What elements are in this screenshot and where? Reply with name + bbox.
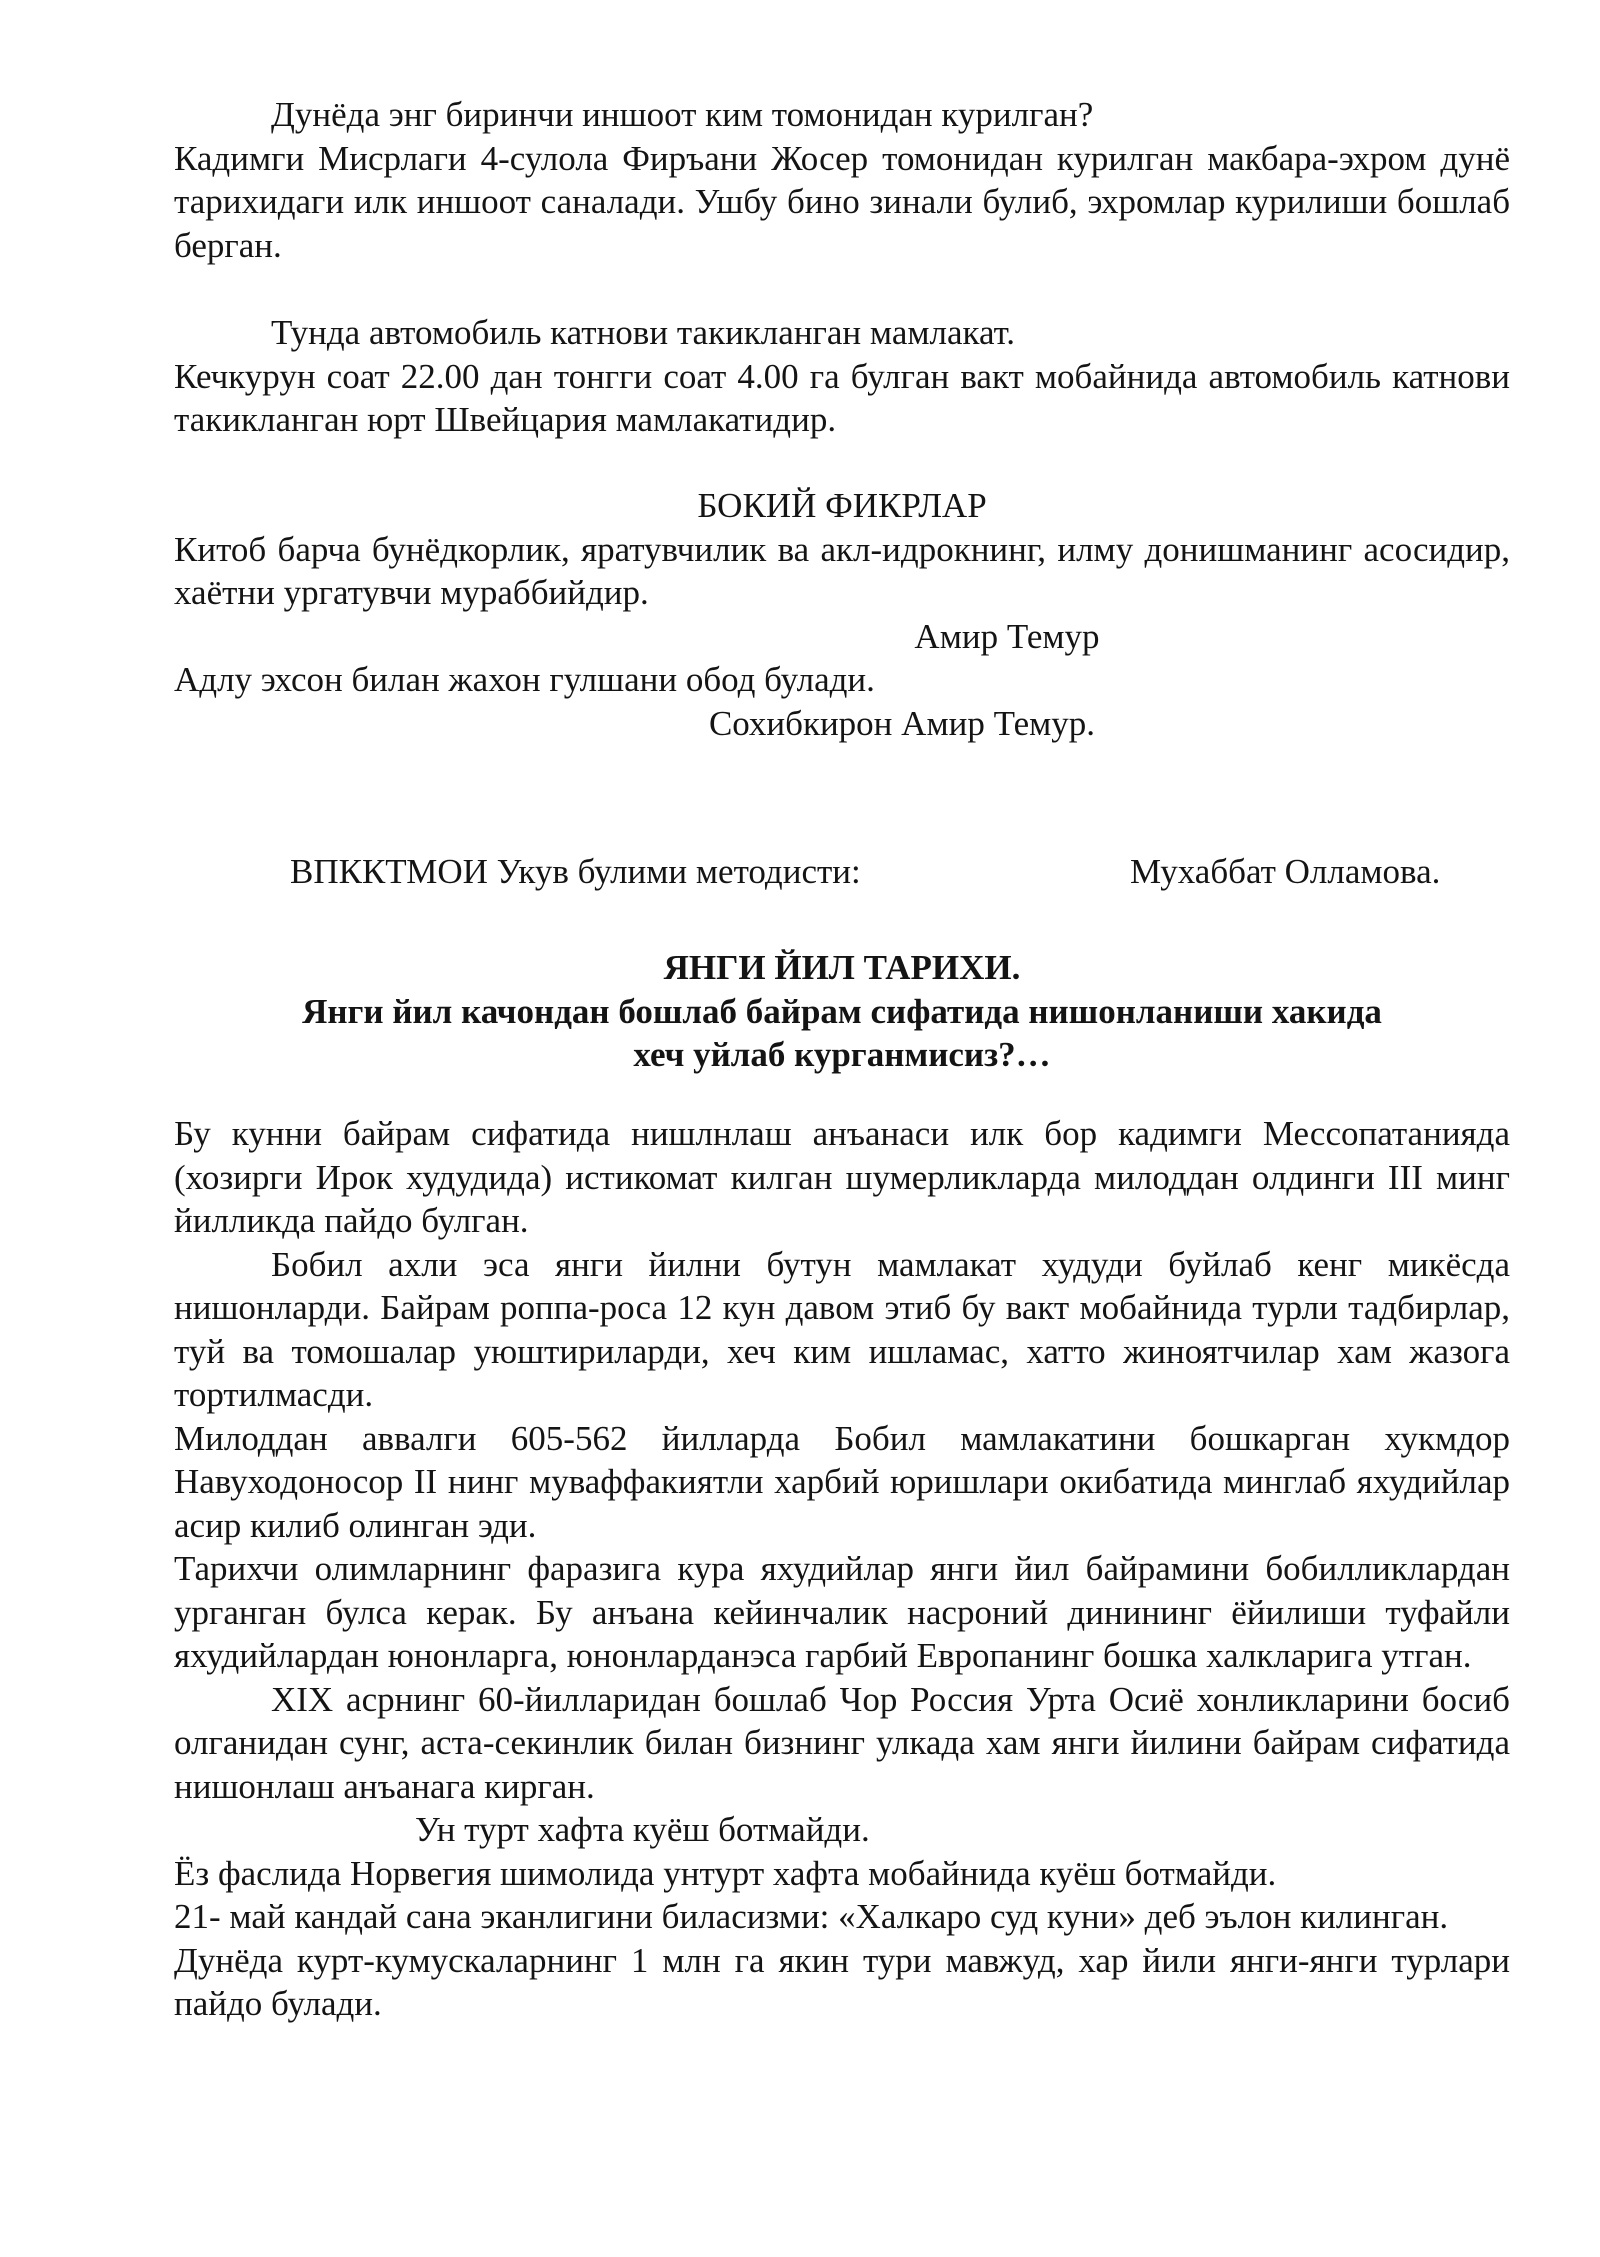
article-paragraph: Бу кунни байрам сифатида нишлнлаш анъанаси илк бор кадимги Мессопатанияда (хозирги Ирок худудида) истикомат килган шумерликларда милоддан олдинги III минг йилликда пайдо булган. <box>174 1114 1510 1240</box>
facts-heading: Ун турт хафта куёш ботмайди. <box>415 1810 870 1849</box>
article-subtitle: хеч уйлаб курганмисиз?… <box>633 1035 1051 1074</box>
fact-paragraph: Ёз фаслида Норвегия шимолида унтурт хафта мобайнида куёш ботмайди. <box>174 1853 1277 1893</box>
article-header <box>174 946 1510 1077</box>
fact-section-first-building <box>174 93 1510 267</box>
article-paragraph: Тарихчи олимларнинг фаразига кура яхудийлар янги йил байрамини бобилликлардан урганган булса керак. Бу анъана кейинчалик насроний динининг ёйилиши туфайли яхудийлардан юнонларга, юнонларданэса гарбий Европанинг бошка халкларига утган. <box>174 1549 1510 1675</box>
quote-author: Амир Темур <box>914 616 1100 656</box>
signature-line <box>174 850 1510 894</box>
wisdom-quote: Китоб барча бунёдкорлик, яратувчилик ва акл-идрокнинг, илму донишманинг асосидир, хаётни ургатувчи мураббийдир. <box>174 529 1510 612</box>
article-paragraph: Милоддан аввалги 605-562 йилларда Бобил мамлакатини бошкарган хукмдор Навуходоносор II нинг муваффакиятли харбий юришлари окибатида минглаб яхудийлар асир килиб олинган эди. <box>174 1418 1510 1545</box>
fact-section-night-traffic <box>174 311 1510 442</box>
article-paragraph: XIX асрнинг 60-йилларидан бошлаб Чор Россия Урта Осиё хонликларини босиб олганидан сунг, аста-секинлик билан бизнинг улкада хам янги йилини байрам сифатида нишонлаш анъанага кирган. <box>174 1679 1510 1806</box>
fact-paragraph: Дунёда курт-кумускаларнинг 1 млн га якин тури мавжуд, хар йили янги-янги турлари пайдо булади. <box>174 1940 1510 2023</box>
wisdom-section <box>174 484 1510 745</box>
fact-paragraph: 21- май кандай сана эканлигини биласизми: «Халкаро суд куни» деб эълон килинган. <box>174 1897 1449 1936</box>
question-heading: Тунда автомобиль катнови такикланган мамлакат. <box>271 313 1016 352</box>
article-body <box>174 1112 1510 2026</box>
answer-paragraph: Кадимги Мисрлаги 4-сулола Фиръани Жосер томонидан курилган макбара-эхром дунё тарихидаги илк иншоот саналади. Ушбу бино зинали булиб, эхромлар курилиши бошлаб берган. <box>174 138 1510 265</box>
answer-paragraph: Кечкурун соат 22.00 дан тонгги соат 4.00 га булган вакт мобайнида автомобиль катнови такикланган юрт Швейцария мамлакатидир. <box>174 356 1510 439</box>
signature-name: Мухаббат Олламова. <box>1130 852 1441 891</box>
wisdom-quote: Адлу эхсон билан жахон гулшани обод булади. <box>174 660 875 699</box>
article-title: ЯНГИ ЙИЛ ТАРИХИ. <box>663 948 1021 987</box>
wisdom-heading: БОКИЙ ФИКРЛАР <box>697 486 987 525</box>
article-paragraph: Бобил ахли эса янги йилни бутун мамлакат худуди буйлаб кенг микёсда нишонларди. Байрам роппа-роса 12 кун давом этиб бу вакт мобайнида турли тадбирлар, туй ва томошалар уюштириларди, хеч ким ишламас, хатто жиноятчилар хам жазога тортилмасди. <box>174 1244 1510 1414</box>
signature-organization: ВПККТМОИ Укув булими методисти: <box>290 852 861 891</box>
question-heading: Дунёда энг биринчи иншоот ким томонидан курилган? <box>271 95 1094 134</box>
quote-author: Сохибкирон Амир Темур. <box>708 703 1096 743</box>
article-subtitle: Янги йил качондан бошлаб байрам сифатида нишонланиши хакида <box>302 991 1382 1031</box>
